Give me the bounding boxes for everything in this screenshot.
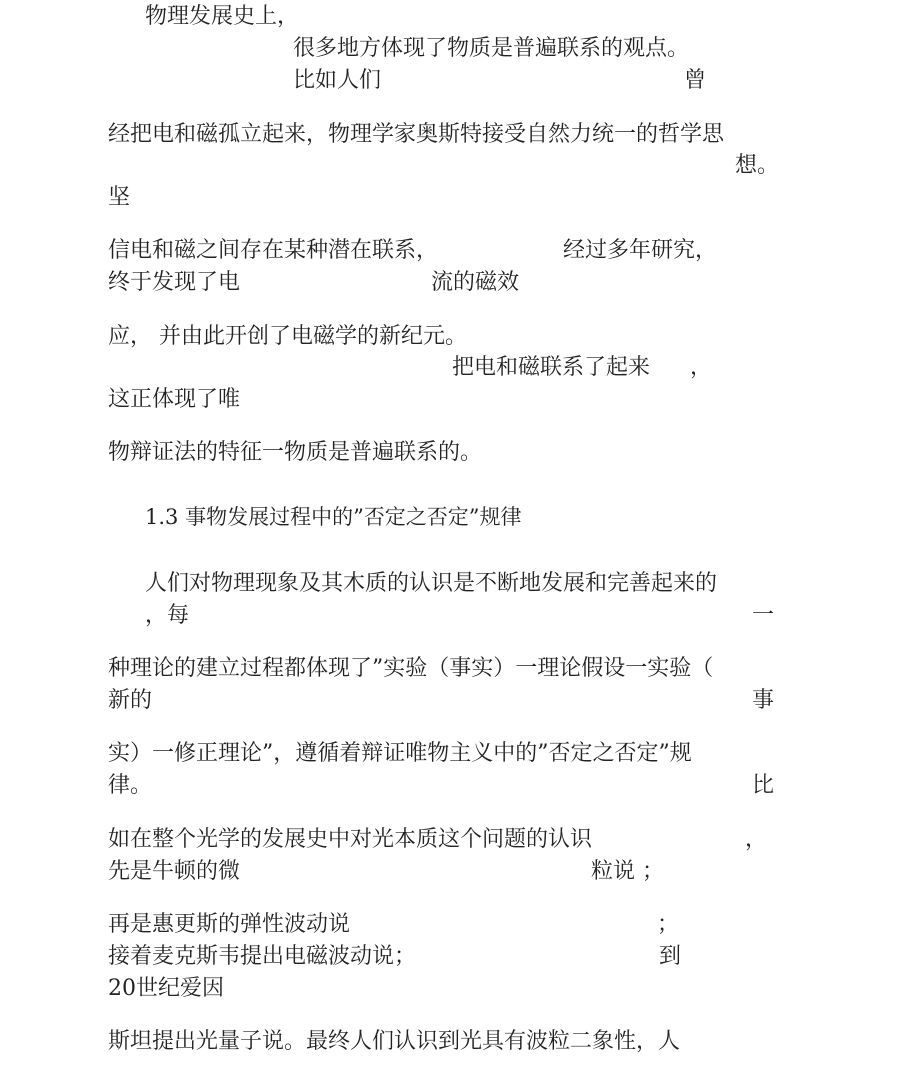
text-line: 物辩证法的特征一物质是普遍联系的。 <box>108 440 483 465</box>
text-line: 想。 <box>735 153 780 178</box>
text-line: 人们对物理现象及其木质的认识是不断地发展和完善起来的 <box>145 571 718 596</box>
text-line: 应， 并由此开创了电磁学的新纪元。 <box>108 324 467 349</box>
text-line: 律。 <box>108 773 153 798</box>
text-line: 接着麦克斯韦提出电磁波动说； <box>108 944 417 969</box>
text-line: 经过多年研究， <box>563 238 718 263</box>
text-line: 如在整个光学的发展史中对光本质这个问题的认识 <box>108 827 593 852</box>
text-line: 比如人们 <box>293 68 382 93</box>
text-line: 实）一修正理论”，遵循着辩证唯物主义中的”否定之否定”规 <box>108 741 692 766</box>
text-line: 斯坦提出光量子说。最终人们认识到光具有波粒二象性，人 <box>108 1029 681 1054</box>
text-line: 先是牛顿的微 <box>108 859 241 884</box>
text-line: 这正体现了唯 <box>108 387 241 412</box>
text-line: 终于发现了电 <box>108 270 241 295</box>
text-line: 曾 <box>684 68 707 93</box>
text-line: ， <box>690 355 713 380</box>
text-line: 再是惠更斯的弹性波动说 <box>108 912 351 937</box>
text-line: 种理论的建立过程都体现了”实验（事实）一理论假设一实验（ <box>108 656 714 681</box>
text-line: 把电和磁联系了起来 <box>452 355 651 380</box>
text-line: 事 <box>752 688 775 713</box>
text-line: ，每 <box>145 603 190 628</box>
text-line: 比 <box>752 773 775 798</box>
text-line: 很多地方体现了物质是普遍联系的观点。 <box>293 36 690 61</box>
text-line: 新的 <box>108 688 153 713</box>
text-line: ； <box>657 912 680 937</box>
text-line: 坚 <box>108 185 131 210</box>
text-line: 粒说 ； <box>591 859 664 884</box>
text-line: 信电和磁之间存在某种潜在联系， <box>108 238 439 263</box>
section-heading: 1.3 事物发展过程中的”否定之否定”规律 <box>145 505 522 529</box>
text-line: ， <box>745 827 768 852</box>
text-line: 流的磁效 <box>431 270 520 295</box>
text-line: 一 <box>752 603 775 628</box>
text-line: 物理发展史上， <box>145 4 300 29</box>
text-line: 到 <box>659 944 682 969</box>
text-line: 经把电和磁孤立起来，物理学家奥斯特接受自然力统一的哲学思 <box>108 122 725 147</box>
text-line: 20世纪爱因 <box>108 976 224 1001</box>
